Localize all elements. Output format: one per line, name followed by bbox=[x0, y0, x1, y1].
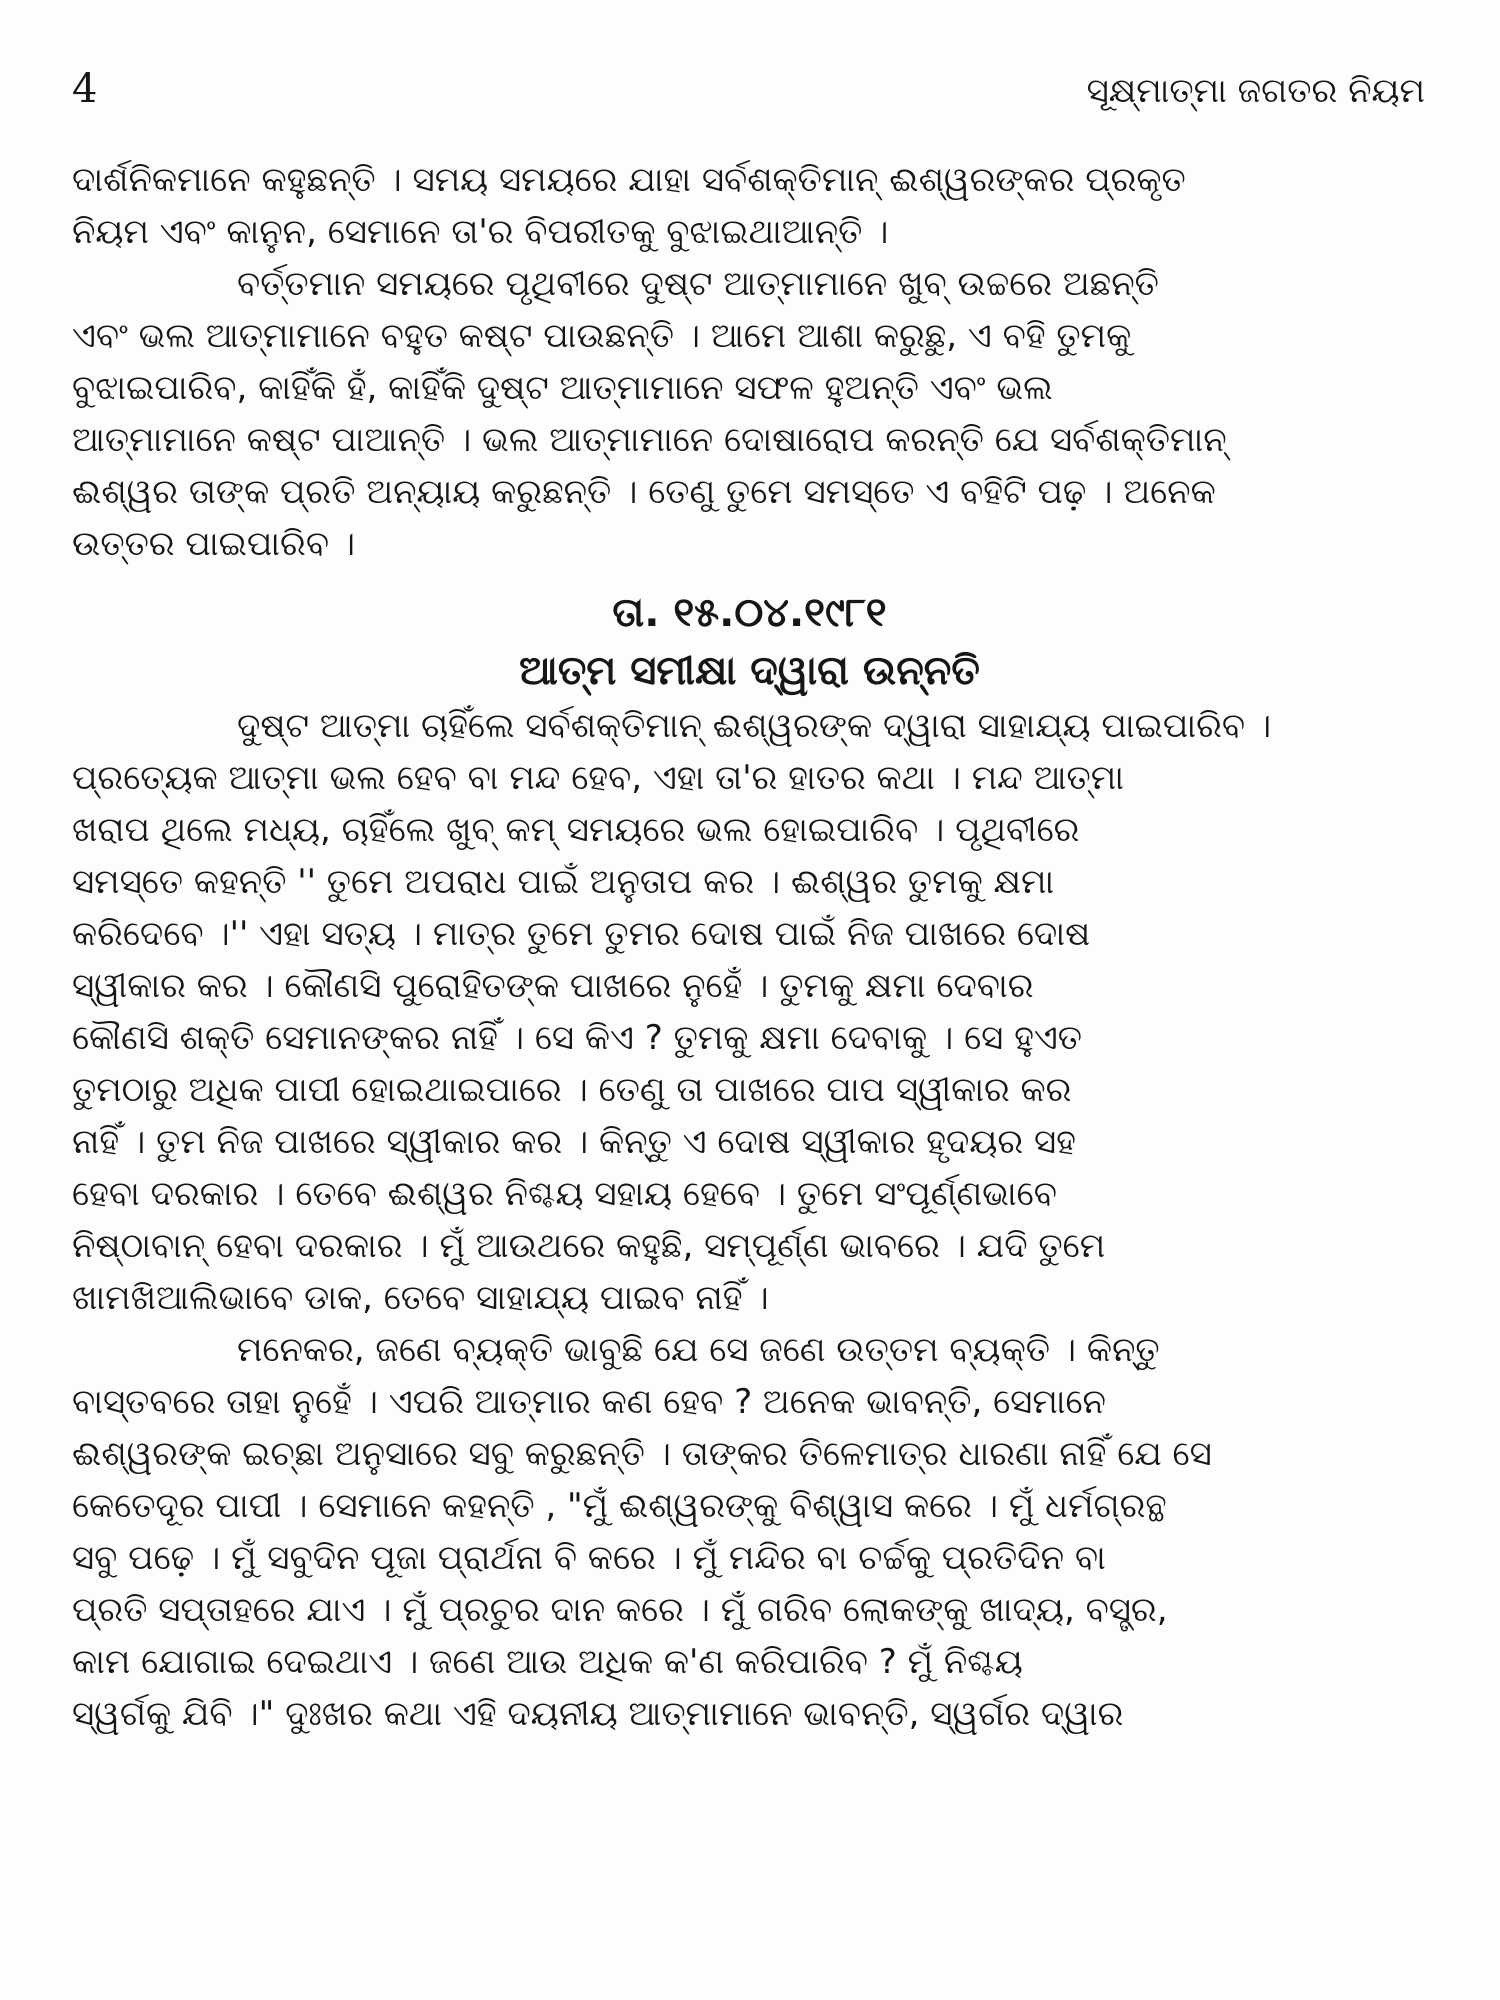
text-line: ଈଶ୍ୱରଙ୍କ ଇଚ୍ଛା ଅନୁସାରେ ସବୁ କରୁଛନ୍ତି । ତାଙ୍କର ତିଳେମାତ୍ର ଧାରଣା ନାହିଁ ଯେ ସେ bbox=[72, 1434, 1212, 1474]
text-line: ଦୁଷ୍ଟ ଆତ୍ମା ଚାହିଁଲେ ସର୍ବଶକ୍ତିମାନ୍ ଈଶ୍ୱରଙ୍କ ଦ୍ୱାରା ସାହାଯ୍ୟ ପାଇପାରିବ । bbox=[237, 706, 1272, 746]
text-line: ସମସ୍ତେ କହନ୍ତି '' ତୁମେ ଅପରାଧ ପାଇଁ ଅନୁତାପ କର । ଈଶ୍ୱର ତୁମକୁ କ୍ଷମା bbox=[72, 862, 1055, 902]
text-line: ତୁମଠାରୁ ଅଧିକ ପାପୀ ହୋଇଥାଇପାରେ । ତେଣୁ ତା ପାଖରେ ପାପ ସ୍ୱୀକାର କର bbox=[72, 1070, 1072, 1110]
paragraph-good-person bbox=[72, 1324, 1427, 1740]
text-line: କରିଦେବେ ।'' ଏହା ସତ୍ୟ । ମାତ୍ର ତୁମେ ତୁମର ଦୋଷ ପାଇଁ ନିଜ ପାଖରେ ଦୋଷ bbox=[72, 914, 1091, 954]
text-line: ଖାମଖିଆଲିଭାବେ ଡାକ, ତେବେ ସାହାଯ୍ୟ ପାଇବ ନାହିଁ । bbox=[72, 1278, 769, 1318]
text-line: ଆତ୍ମାମାନେ କଷ୍ଟ ପାଆନ୍ତି । ଭଲ ଆତ୍ମାମାନେ ଦୋଷାରୋପ କରନ୍ତି ଯେ ସର୍ବଶକ୍ତିମାନ୍ bbox=[72, 420, 1227, 460]
text-line: ଈଶ୍ୱର ତାଙ୍କ ପ୍ରତି ଅନ୍ୟାୟ କରୁଛନ୍ତି । ତେଣୁ ତୁମେ ସମସ୍ତେ ଏ ବହିଟି ପଢ଼ । ଅନେକ bbox=[72, 472, 1216, 512]
paragraph-present-time bbox=[72, 258, 1427, 570]
text-line: ପ୍ରତି ସପ୍ତାହରେ ଯାଏ । ମୁଁ ପ୍ରଚୁର ଦାନ କରେ । ମୁଁ ଗରିବ ଲୋକଙ୍କୁ ଖାଦ୍ୟ, ବସ୍ତ୍ର, bbox=[72, 1590, 1168, 1630]
text-line: ବୁଝାଇପାରିବ, କାହିଁକି ହଁ, କାହିଁକି ଦୁଷ୍ଟ ଆତ୍ମାମାନେ ସଫଳ ହୁଅନ୍ତି ଏବଂ ଭଲ bbox=[72, 368, 1053, 408]
text-line: ସବୁ ପଢ଼େ । ମୁଁ ସବୁଦିନ ପୂଜା ପ୍ରାର୍ଥନା ବି କରେ । ମୁଁ ମନ୍ଦିର ବା ଚର୍ଚ୍ଚକୁ ପ୍ରତିଦିନ ବା bbox=[72, 1538, 1106, 1578]
section-heading bbox=[72, 584, 1427, 700]
text-line: ଖରାପ ଥିଲେ ମଧ୍ୟ, ଚାହିଁଲେ ଖୁବ୍ କମ୍ ସମୟରେ ଭଲ ହୋଇପାରିବ । ପୃଥିବୀରେ bbox=[72, 810, 1080, 850]
text-line: ବର୍ତ୍ତମାନ ସମୟରେ ପୃଥିବୀରେ ଦୁଷ୍ଟ ଆତ୍ମାମାନେ ଖୁବ୍ ଉଚ୍ଚରେ ଅଛନ୍ତି bbox=[237, 264, 1159, 304]
text-line: ବାସ୍ତବରେ ତାହା ନୁହେଁ । ଏପରି ଆତ୍ମାର କଣ ହେବ ? ଅନେକ ଭାବନ୍ତି, ସେମାନେ bbox=[72, 1382, 1106, 1422]
text-line: କାମ ଯୋଗାଇ ଦେଇଥାଏ । ଜଣେ ଆଉ ଅଧିକ କ'ଣ କରିପାରିବ ? ମୁଁ ନିଶ୍ଚୟ bbox=[72, 1642, 1023, 1682]
text-line: ମନେକର, ଜଣେ ବ୍ୟକ୍ତି ଭାବୁଛି ଯେ ସେ ଜଣେ ଉତ୍ତମ ବ୍ୟକ୍ତି । କିନ୍ତୁ bbox=[237, 1330, 1160, 1370]
text-line: କୌଣସି ଶକ୍ତି ସେମାନଙ୍କର ନାହିଁ । ସେ କିଏ ? ତୁମକୁ କ୍ଷମା ଦେବାକୁ । ସେ ହୁଏତ bbox=[72, 1018, 1083, 1058]
text-line: ନାହିଁ । ତୁମ ନିଜ ପାଖରେ ସ୍ୱୀକାର କର । କିନ୍ତୁ ଏ ଦୋଷ ସ୍ୱୀକାର ହୃଦୟର ସହ bbox=[72, 1122, 1076, 1162]
text-line: ନିଷ୍ଠାବାନ୍ ହେବା ଦରକାର । ମୁଁ ଆଉଥରେ କହୁଛି, ସମ୍ପୂର୍ଣ୍ଣ ଭାବରେ । ଯଦି ତୁମେ bbox=[72, 1226, 1106, 1266]
text-line: ନିୟମ ଏବଂ କାନୁନ, ସେମାନେ ତା'ର ବିପରୀତକୁ ବୁଝାଇଥାଆନ୍ତି । bbox=[72, 212, 889, 252]
text-line: କେତେଦୂର ପାପୀ । ସେମାନେ କହନ୍ତି , "ମୁଁ ଈଶ୍ୱରଙ୍କୁ ବିଶ୍ୱାସ କରେ । ମୁଁ ଧର୍ମଗ୍ରନ୍ଥ bbox=[72, 1486, 1167, 1526]
running-title: ସୂକ୍ଷ୍ମାତ୍ମା ଜଗତର ନିୟମ bbox=[1086, 71, 1425, 111]
paragraph-intro-continued bbox=[72, 154, 1427, 258]
section-date: ତା. ୧୫.୦୪.୧୯୮୧ bbox=[612, 590, 887, 636]
paragraph-self-review bbox=[72, 700, 1427, 1324]
text-line: ଉତ୍ତର ପାଇପାରିବ । bbox=[72, 524, 356, 564]
body-text bbox=[72, 154, 1427, 1740]
text-line: ଦାର୍ଶନିକମାନେ କହୁଛନ୍ତି । ସମୟ ସମୟରେ ଯାହା ସର୍ବଶକ୍ତିମାନ୍ ଈଶ୍ୱରଙ୍କର ପ୍ରକୃତ bbox=[72, 160, 1186, 200]
text-line: ପ୍ରତ୍ୟେକ ଆତ୍ମା ଭଲ ହେବ ବା ମନ୍ଦ ହେବ, ଏହା ତା'ର ହାତର କଥା । ମନ୍ଦ ଆତ୍ମା bbox=[72, 758, 1124, 798]
text-line: ସ୍ୱୀକାର କର । କୌଣସି ପୁରୋହିତଙ୍କ ପାଖରେ ନୁହେଁ । ତୁମକୁ କ୍ଷମା ଦେବାର bbox=[72, 966, 1034, 1006]
text-line: ହେବା ଦରକାର । ତେବେ ଈଶ୍ୱର ନିଶ୍ଚୟ ସହାୟ ହେବେ । ତୁମେ ସଂପୂର୍ଣ୍ଣଭାବେ bbox=[72, 1174, 1057, 1214]
page-number: 4 bbox=[72, 66, 98, 112]
text-line: ଏବଂ ଭଲ ଆତ୍ମାମାନେ ବହୁତ କଷ୍ଟ ପାଉଛନ୍ତି । ଆମେ ଆଶା କରୁଛୁ, ଏ ବହି ତୁମକୁ bbox=[72, 316, 1132, 356]
section-title: ଆତ୍ମ ସମୀକ୍ଷା ଦ୍ୱାରା ଉନ୍ନତି bbox=[519, 648, 980, 694]
text-line: ସ୍ୱର୍ଗକୁ ଯିବି ।" ଦୁଃଖର କଥା ଏହି ଦୟନୀୟ ଆତ୍ମାମାନେ ଭାବନ୍ତି, ସ୍ୱର୍ଗର ଦ୍ୱାର bbox=[72, 1694, 1124, 1734]
